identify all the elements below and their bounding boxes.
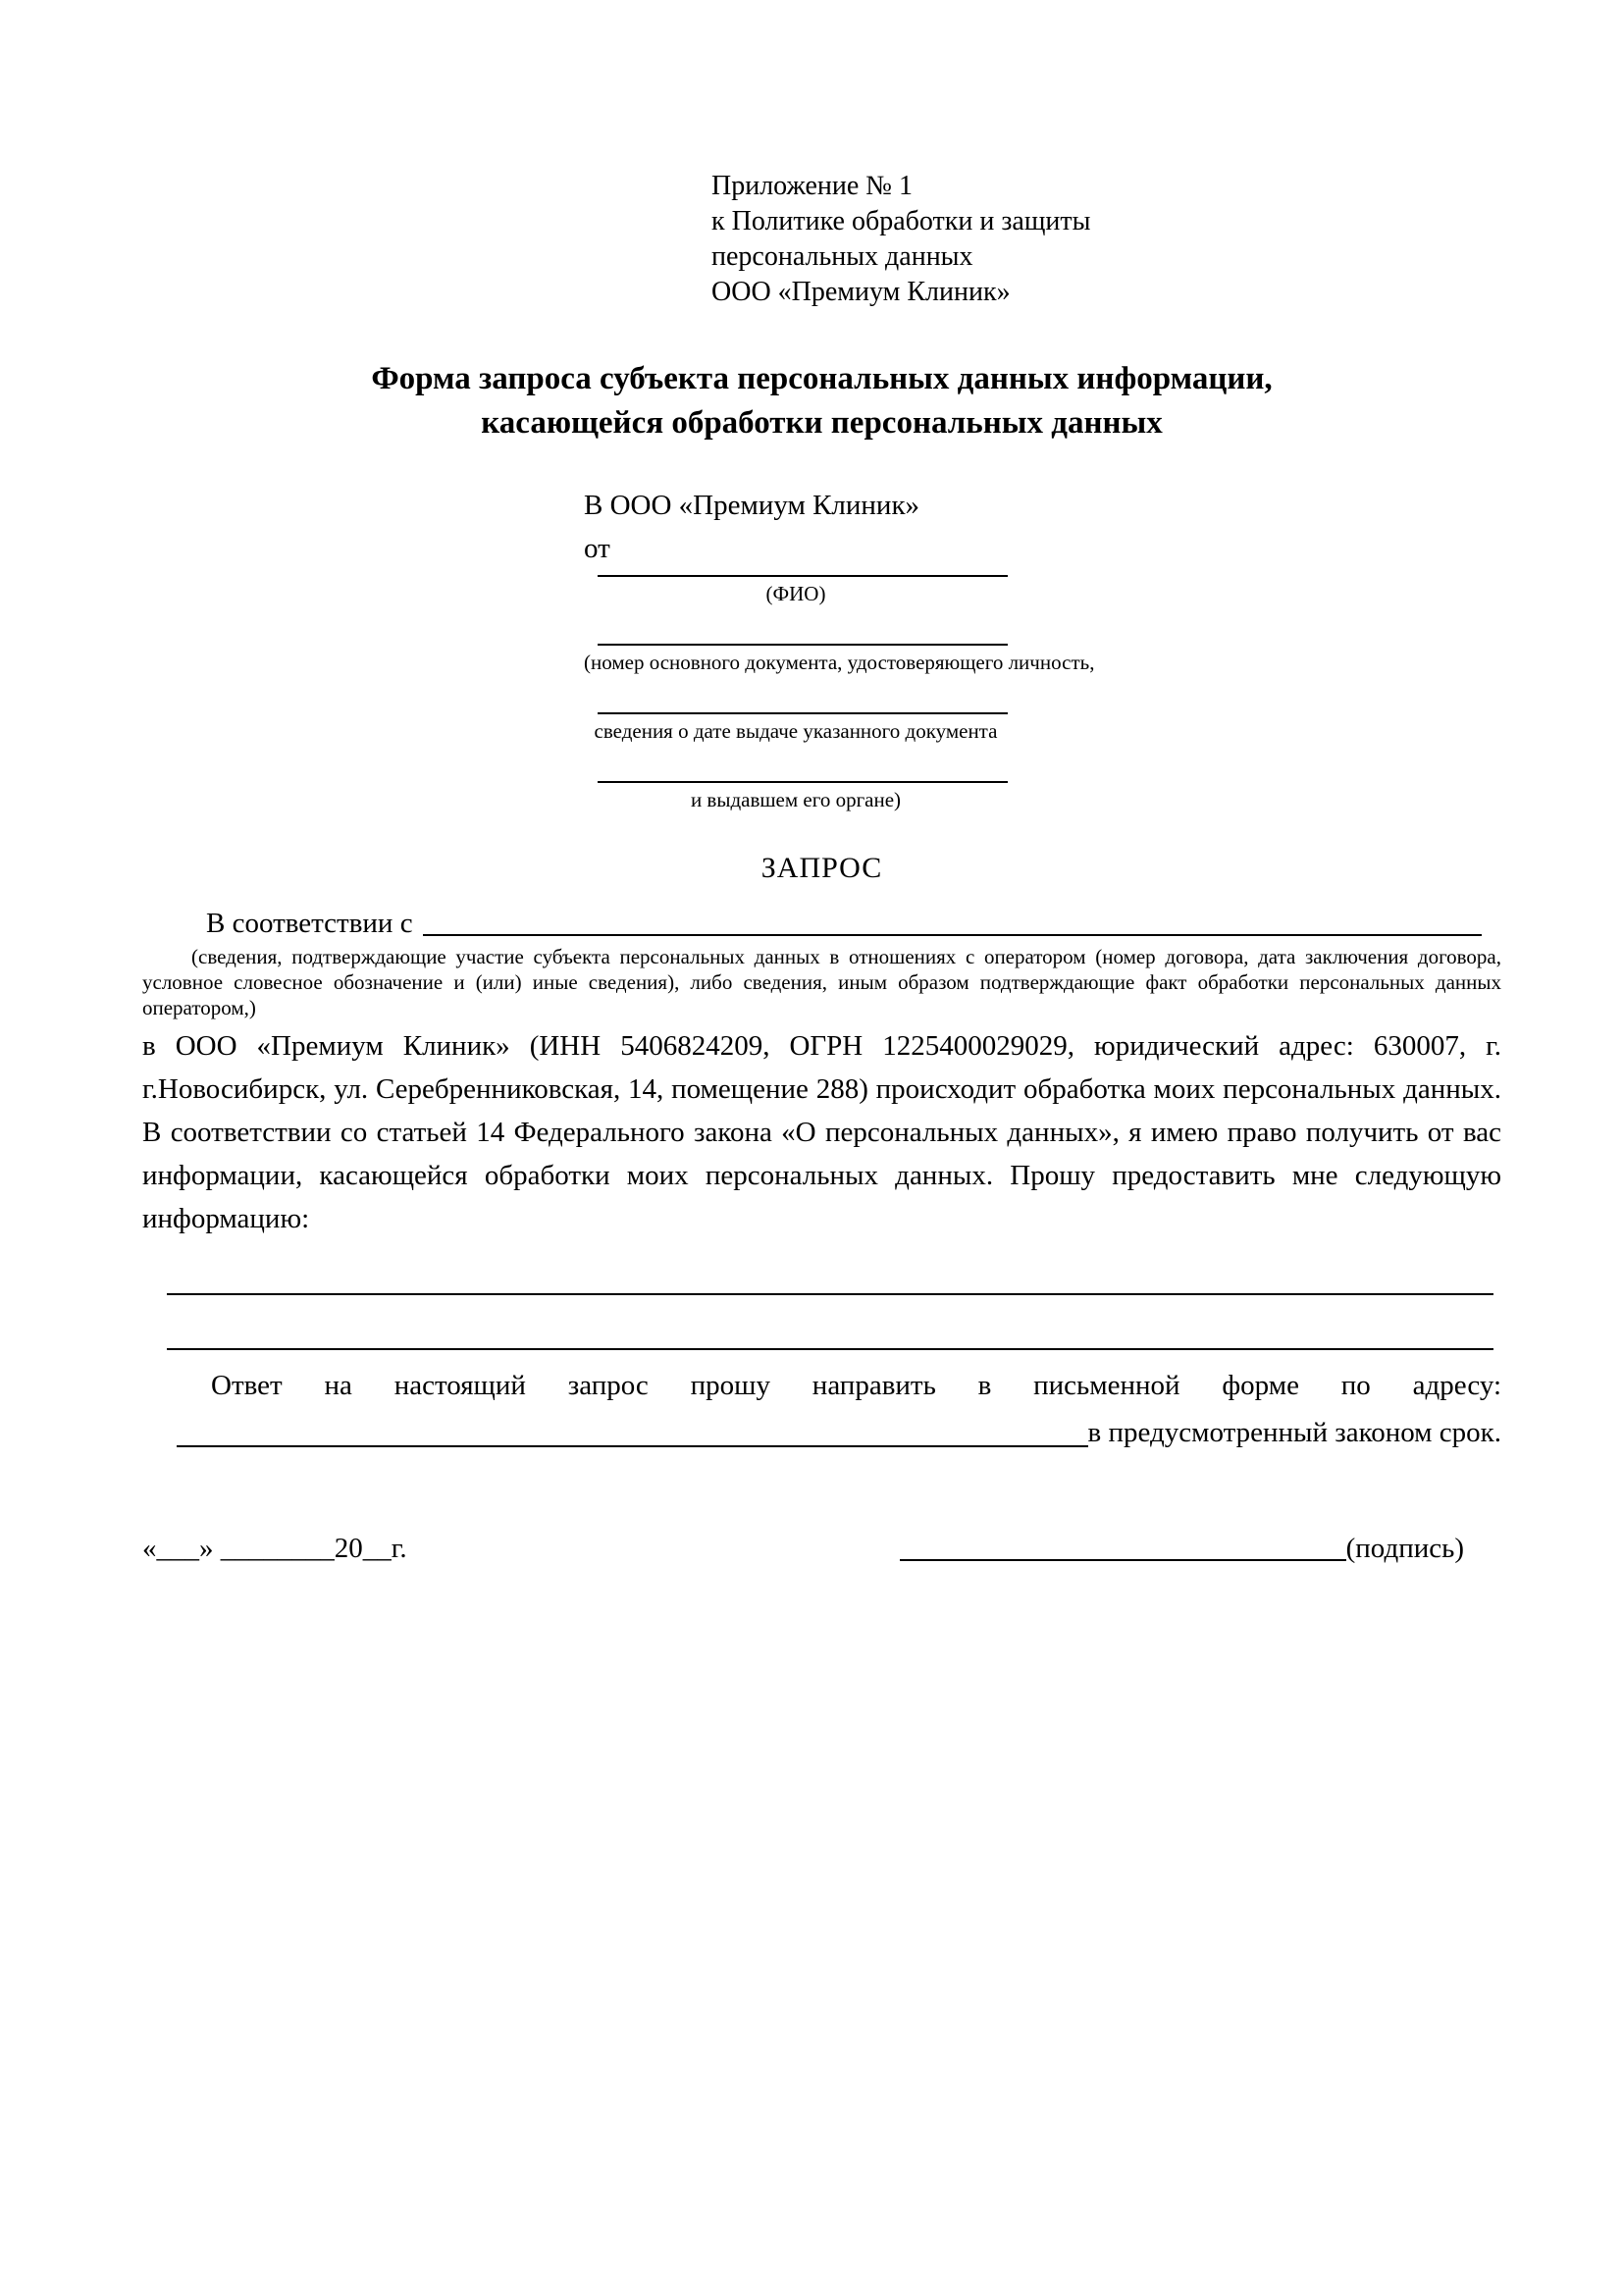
addressee-to: В ООО «Премиум Клиник» bbox=[584, 490, 920, 521]
addressee-block bbox=[584, 489, 1095, 812]
reply-address-blank-line bbox=[177, 1445, 1088, 1447]
document-issue-date-blank-line bbox=[598, 712, 1008, 714]
appendix-header bbox=[711, 169, 1501, 310]
blank-line-2 bbox=[167, 1348, 1493, 1350]
field-document-issuer bbox=[584, 781, 1008, 812]
signature-blank-line bbox=[900, 1559, 1346, 1561]
lead-line bbox=[142, 907, 1501, 940]
appendix-line-4: ООО «Премиум Клиник» bbox=[711, 277, 1011, 307]
addressee-from-label: от bbox=[584, 533, 610, 564]
field-document-issue-date bbox=[584, 712, 1008, 744]
signature-group bbox=[900, 1531, 1464, 1566]
document-number-blank-line bbox=[598, 644, 1008, 646]
document-number-caption: (номер основного документа, удостоверяющего личность, bbox=[584, 651, 1095, 674]
request-heading: ЗАПРОС bbox=[760, 852, 883, 884]
signature-row bbox=[142, 1531, 1501, 1566]
explanatory-note: (сведения, подтверждающие участие субъекта персональных данных в отношениях с оператором (номер договора, дата заключения договора, условное словесное обозначение и (или) иные сведения), либо сведения, иным образом подтверждающие факт обработки персональных данных оператором,) bbox=[142, 945, 1501, 1019]
form-title-line-1: Форма запроса субъекта персональных данных информации, bbox=[371, 361, 1273, 396]
fio-blank-line bbox=[598, 575, 1008, 577]
fio-caption: (ФИО) bbox=[765, 582, 826, 605]
appendix-line-1: Приложение № 1 bbox=[711, 171, 913, 201]
field-fio bbox=[584, 575, 1008, 606]
document-issue-date-caption: сведения о дате выдаче указанного документа bbox=[594, 719, 998, 743]
blank-line-1 bbox=[167, 1293, 1493, 1295]
form-title-line-2: касающейся обработки персональных данных bbox=[481, 405, 1163, 441]
lead-blank-line bbox=[423, 934, 1482, 936]
document-issuer-blank-line bbox=[598, 781, 1008, 783]
lead-sentence: В соответствии с bbox=[206, 908, 413, 939]
document-issuer-caption: и выдавшем его органе) bbox=[690, 788, 902, 811]
field-document-number bbox=[584, 644, 1095, 675]
signature-caption: (подпись) bbox=[1345, 1533, 1464, 1564]
form-title bbox=[142, 357, 1501, 445]
reply-tail: в предусмотренный законом срок. bbox=[1087, 1417, 1501, 1448]
request-body: в ООО «Премиум Клиник» (ИНН 5406824209, ОГРН 1225400029029, юридический адрес: 630007, г. г.Новосибирск, ул. Серебренниковская, 14, помещение 288) происходит обработка моих персональных данных. В соответствии со статьей 14 Федерального закона «О персональных данных», я имею право получить от вас информации, касающейся обработки моих персональных данных. Прошу предоставить мне следующую информацию: bbox=[142, 1030, 1501, 1234]
reply-instruction: Ответ на настоящий запрос прошу направить в письменной форме по адресу: bbox=[211, 1370, 1501, 1401]
appendix-line-3: персональных данных bbox=[711, 241, 973, 272]
reply-address-row bbox=[177, 1413, 1501, 1452]
date-field: «___» ________20__г. bbox=[142, 1533, 407, 1564]
appendix-line-2: к Политике обработки и защиты bbox=[711, 206, 1091, 236]
